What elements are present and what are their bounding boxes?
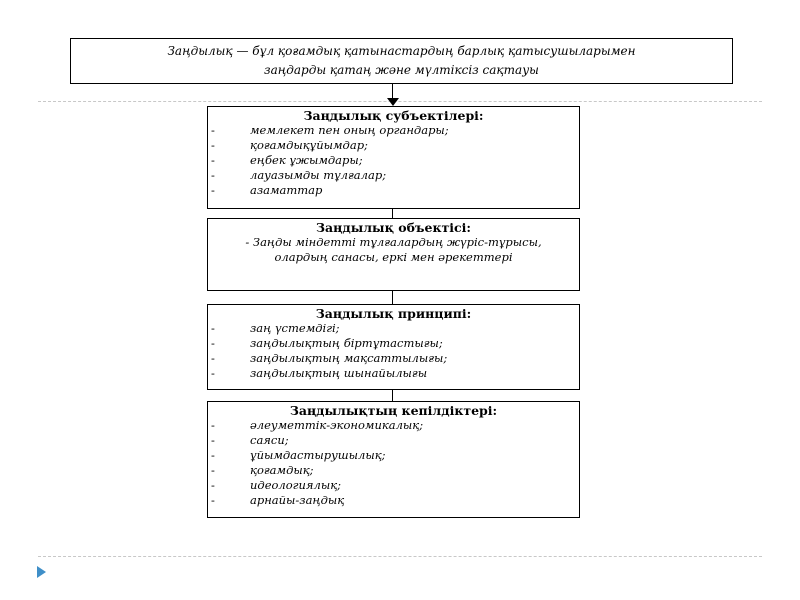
list-item: - заңдылықтың біртұтастығы; bbox=[211, 336, 443, 350]
list-item: - мемлекет пен оның органдары; bbox=[211, 123, 449, 137]
definition-line-1: Заңдылық — бұл қоғамдық қатынастардың барлық қатысушыларымен bbox=[167, 44, 636, 58]
list-item: - идеологиялық; bbox=[211, 478, 342, 492]
connector-line bbox=[392, 291, 393, 304]
block-title: Заңдылық принципі: bbox=[315, 306, 472, 321]
subjects-block bbox=[207, 106, 580, 209]
list-item: - заңдылықтың шынайылығы bbox=[211, 366, 428, 380]
principle-block bbox=[207, 304, 580, 390]
connector-line bbox=[392, 209, 393, 218]
block-title: Заңдылық объектісі: bbox=[316, 220, 471, 235]
block-title: Заңдылықтың кепілдіктері: bbox=[289, 403, 498, 418]
definition-box bbox=[70, 38, 733, 84]
definition-line-2: заңдарды қатаң және мүлтіксіз сақтауы bbox=[264, 63, 539, 77]
list-item: - арнайы-заңдық bbox=[211, 493, 345, 507]
arrow-down-icon bbox=[387, 98, 399, 106]
list-item: - заңдылықтың мақсаттылығы; bbox=[211, 351, 448, 365]
slide-divider-bottom bbox=[38, 556, 762, 557]
slide-divider-top bbox=[38, 101, 762, 102]
list-item: - саяси; bbox=[211, 433, 289, 447]
list-item: - әлеуметтік-экономикалық; bbox=[211, 418, 424, 432]
object-block bbox=[207, 218, 580, 291]
connector-line bbox=[392, 390, 393, 401]
guarantees-block bbox=[207, 401, 580, 518]
list-item: - ұйымдастырушылық; bbox=[211, 448, 386, 462]
list-item: - қоғамдықұйымдар; bbox=[211, 138, 368, 152]
list-item: - қоғамдық; bbox=[211, 463, 314, 477]
block-text: - Заңды міндетті тұлғалардың жүріс-тұрысы, олардың санасы, еркі мен әрекеттері bbox=[245, 235, 542, 264]
list-item: - заң үстемдігі; bbox=[211, 321, 340, 335]
play-arrow-icon[interactable] bbox=[37, 566, 46, 578]
list-item: - азаматтар bbox=[211, 183, 323, 197]
block-title: Заңдылық субъектілері: bbox=[303, 108, 484, 123]
list-item: - лауазымды тұлғалар; bbox=[211, 168, 387, 182]
list-item: - еңбек ұжымдары; bbox=[211, 153, 363, 167]
